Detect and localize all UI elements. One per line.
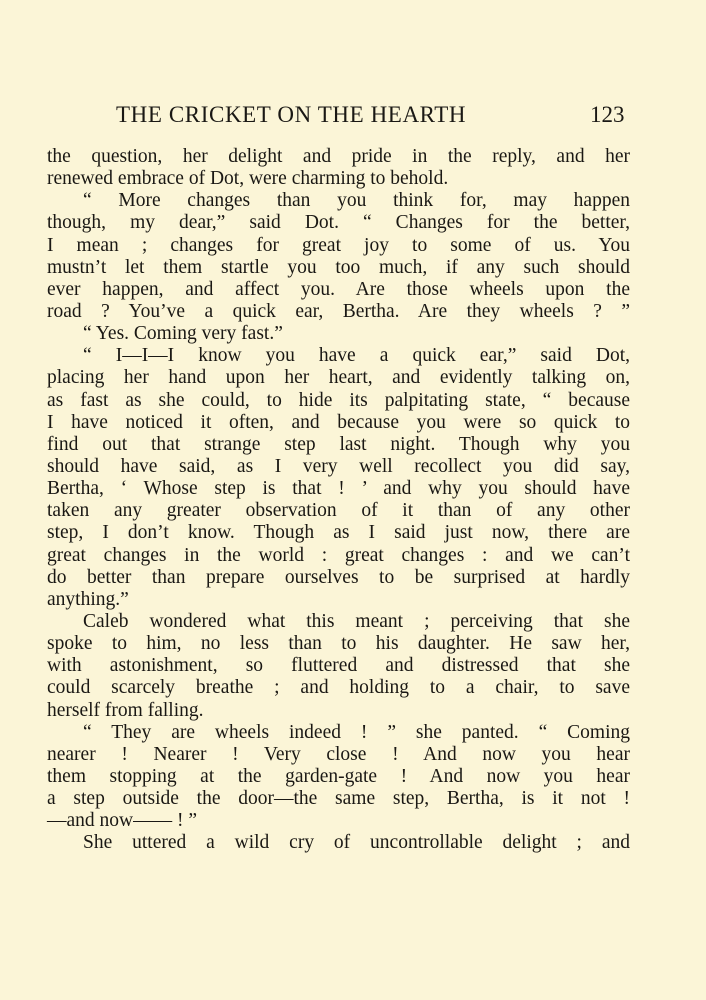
running-title: THE CRICKET ON THE HEARTH	[116, 102, 467, 127]
text-line: great changes in the world : great changes : and we can’t	[47, 544, 630, 566]
text-line: mustn’t let them startle you too much, if any such should	[47, 256, 630, 278]
text-line: anything.”	[47, 588, 129, 610]
text-line: I mean ; changes for great joy to some of us. You	[47, 234, 630, 256]
text-line: herself from falling.	[47, 699, 204, 721]
text-line: spoke to him, no less than to his daughter. He saw her,	[47, 633, 630, 655]
running-head	[0, 100, 706, 130]
text-line: She uttered a wild cry of uncontrollable delight ; and	[83, 832, 630, 854]
text-line: Bertha, ‘ Whose step is that ! ’ and why you should have	[47, 478, 630, 500]
text-line: —and now—— ! ”	[47, 810, 198, 832]
text-line: nearer ! Nearer ! Very close ! And now you hear	[47, 743, 630, 765]
text-line: the question, her delight and pride in the reply, and her	[47, 146, 630, 167]
text-line: renewed embrace of Dot, were charming to behold.	[47, 168, 449, 190]
text-line: should have said, as I very well recollect you did say,	[47, 455, 630, 477]
text-line: do better than prepare ourselves to be surprised at hardly	[47, 566, 630, 588]
text-line: a step outside the door—the same step, Bertha, is it not !	[47, 788, 630, 810]
text-line: find out that strange step last night. Though why you	[47, 433, 630, 455]
text-line: I have noticed it often, and because you were so quick to	[47, 411, 630, 433]
text-line: ever happen, and affect you. Are those wheels upon the	[47, 278, 630, 300]
text-line: with astonishment, so fluttered and distressed that she	[47, 655, 630, 677]
text-line: taken any greater observation of it than of any other	[47, 500, 630, 522]
text-line: placing her hand upon her heart, and evidently talking on,	[47, 367, 630, 389]
text-line: could scarcely breathe ; and holding to a chair, to save	[47, 677, 630, 699]
text-line: “ Yes. Coming very fast.”	[83, 323, 283, 345]
text-line: step, I don’t know. Though as I said just now, there are	[47, 522, 630, 544]
page-number: 123	[590, 102, 625, 127]
text-line: them stopping at the garden-gate ! And now you hear	[47, 765, 630, 787]
text-line: as fast as she could, to hide its palpitating state, “ because	[47, 389, 630, 411]
text-line: “ They are wheels indeed ! ” she panted. “ Coming	[83, 721, 630, 743]
body-text	[47, 146, 630, 855]
text-line: though, my dear,” said Dot. “ Changes for the better,	[47, 212, 630, 234]
text-line: “ More changes than you think for, may happen	[83, 190, 630, 212]
text-line: “ I—I—I know you have a quick ear,” said Dot,	[83, 345, 630, 367]
text-line: road ? You’ve a quick ear, Bertha. Are they wheels ? ”	[47, 300, 630, 322]
text-line: Caleb wondered what this meant ; perceiving that she	[83, 610, 630, 632]
